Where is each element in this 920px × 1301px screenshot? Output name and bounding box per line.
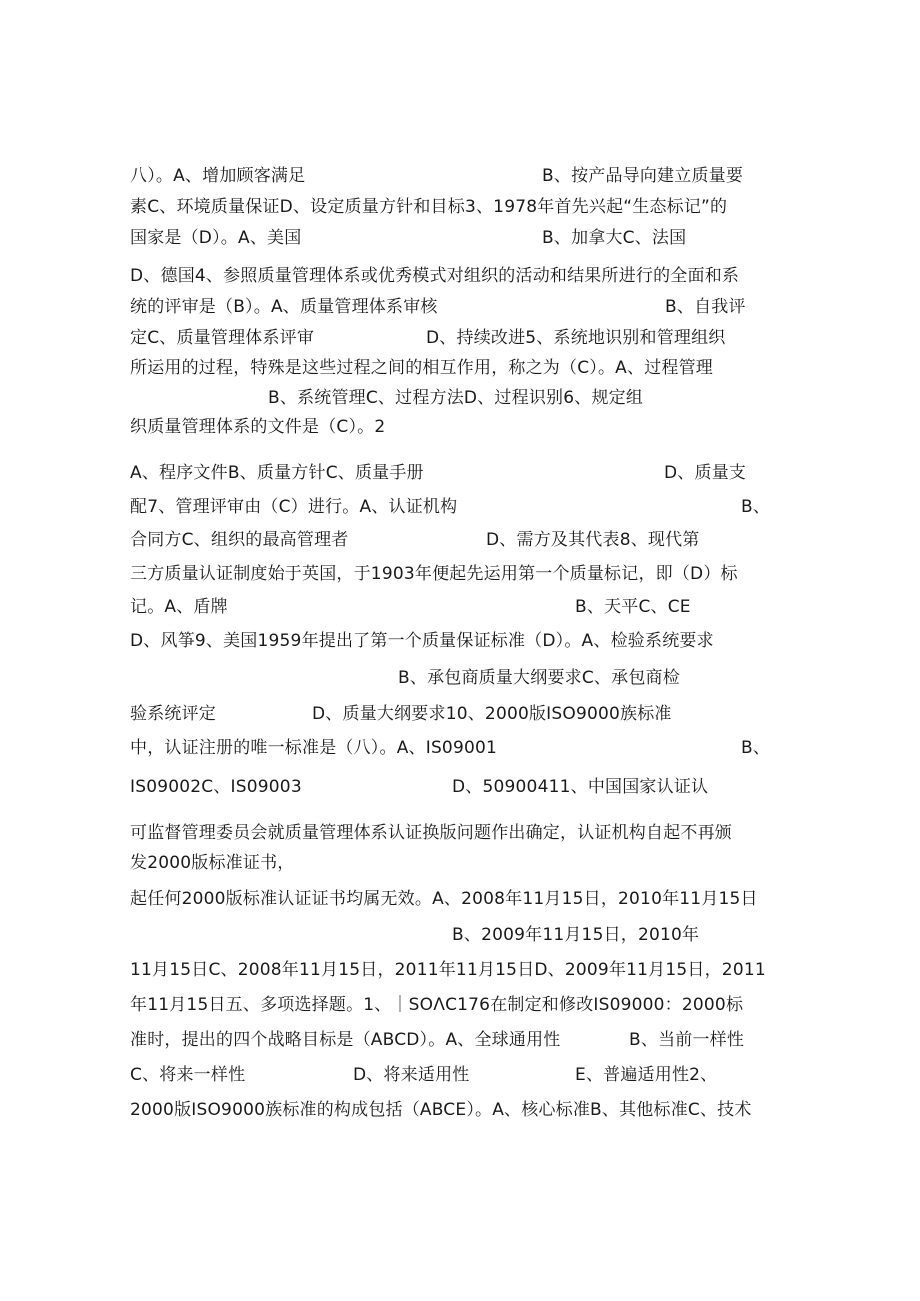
text-line — [130, 563, 738, 585]
text-segment: D、德国4、参照质量管理体系或优秀模式对组织的活动和结果所进行的全面和系 — [130, 266, 740, 286]
text-segment: 可监督管理委员会就质量管理体系认证换版问题作出确定，认证机构自起不再颁 — [130, 823, 732, 843]
text-line — [130, 737, 771, 759]
text-line — [130, 327, 726, 349]
text-line — [130, 959, 766, 981]
text-segment: 准时，提出的四个战略目标是（ABCD）。A、全球通用性 — [130, 1030, 561, 1050]
text-segment: B、2009年11月15日，2010年 — [452, 925, 700, 945]
text-segment: 起任何2000版标准认证证书均属无效。A、2008年11月15日，2010年11月15日 — [130, 889, 758, 909]
text-segment: 年11月15日五、多项选择题。1、｜SOΛC176在制定和修改IS09000：2000标 — [130, 995, 744, 1015]
text-line — [130, 852, 294, 874]
text-line — [130, 227, 687, 249]
text-segment: 11月15日C、2008年11月15日，2011年11月15日D、2009年11月15日，2011 — [130, 960, 766, 980]
text-line — [130, 496, 771, 518]
text-segment: D、持续改进5、系统地识别和管理组织 — [426, 328, 726, 348]
text-line — [130, 357, 713, 379]
text-line — [130, 822, 732, 844]
text-segment: 八）。A、增加顾客满足 — [130, 166, 306, 186]
text-segment: IS09002C、IS09003 — [130, 777, 302, 797]
text-line — [130, 196, 727, 218]
text-line — [130, 888, 758, 910]
text-line — [130, 416, 385, 438]
text-line — [130, 265, 739, 287]
text-segment: 定C、质量管理体系评审 — [130, 328, 315, 348]
text-segment: 织质量管理体系的文件是（C）。2 — [130, 417, 386, 437]
text-segment: B、系统管理C、过程方法D、过程识别6、规定组 — [268, 388, 644, 408]
text-segment: D、50900411、中国国家认证认 — [452, 777, 709, 797]
text-segment: D、风筝9、美国1959年提出了第一个质量保证标准（D）。A、检验系统要求 — [130, 631, 714, 651]
text-segment: D、质量大纲要求10、2000版ISO9000族标准 — [312, 704, 672, 724]
text-segment: 2000版ISO9000族标准的构成包括（ABCE）。A、核心标准B、其他标准C、技术 — [130, 1100, 752, 1120]
text-segment: 素C、环境质量保证D、设定质量方针和目标3、1978年首先兴起“生态标记”的 — [130, 197, 728, 217]
text-segment: B、按产品导向建立质量要 — [542, 166, 744, 186]
text-line — [130, 529, 700, 551]
text-segment: 发2000版标准证书， — [130, 853, 295, 873]
text-line — [130, 630, 714, 652]
text-segment: B、承包商质量大纲要求C、承包商检 — [398, 668, 680, 688]
text-line — [130, 596, 691, 618]
text-line — [130, 462, 747, 484]
text-line — [130, 1099, 752, 1121]
text-segment: 合同方C、组织的最高管理者 — [130, 530, 349, 550]
text-line — [130, 703, 672, 725]
text-segment: 配7、管理评审由（C）进行。A、认证机构 — [130, 497, 458, 517]
text-segment: C、将来一样性 — [130, 1065, 246, 1085]
text-segment: B、当前一样性 — [629, 1030, 745, 1050]
text-line — [130, 776, 709, 798]
text-line — [130, 165, 744, 187]
text-segment: B、自我评 — [665, 297, 746, 317]
text-segment: 记。A、盾牌 — [130, 597, 228, 617]
text-segment: D、将来适用性 — [353, 1065, 470, 1085]
text-segment: 国家是（D）。A、美国 — [130, 228, 302, 248]
text-segment: B、加拿大C、法国 — [542, 228, 687, 248]
text-segment: A、程序文件B、质量方针C、质量手册 — [130, 463, 424, 483]
text-segment: D、需方及其代表8、现代第 — [486, 530, 700, 550]
text-segment: B、 — [741, 738, 771, 758]
text-line — [130, 994, 743, 1016]
text-segment: 所运用的过程，特殊是这些过程之间的相互作用，称之为（C）。A、过程管理 — [130, 358, 713, 378]
text-line — [130, 1029, 745, 1051]
text-segment: B、天平C、CE — [575, 597, 691, 617]
text-segment: 三方质量认证制度始于英国，于1903年便起先运用第一个质量标记，即（D）标 — [130, 564, 738, 584]
text-line — [130, 1064, 718, 1086]
text-segment: 验系统评定 — [130, 704, 216, 724]
text-segment: 统的评审是（B）。A、质量管理体系审核 — [130, 297, 438, 317]
text-segment: B、 — [741, 497, 771, 517]
text-segment: D、质量支 — [664, 463, 747, 483]
text-segment: 中，认证注册的唯一标准是（八）。A、IS09001 — [130, 738, 498, 758]
text-line — [130, 296, 746, 318]
text-segment: E、普遍适用性2、 — [575, 1065, 718, 1085]
